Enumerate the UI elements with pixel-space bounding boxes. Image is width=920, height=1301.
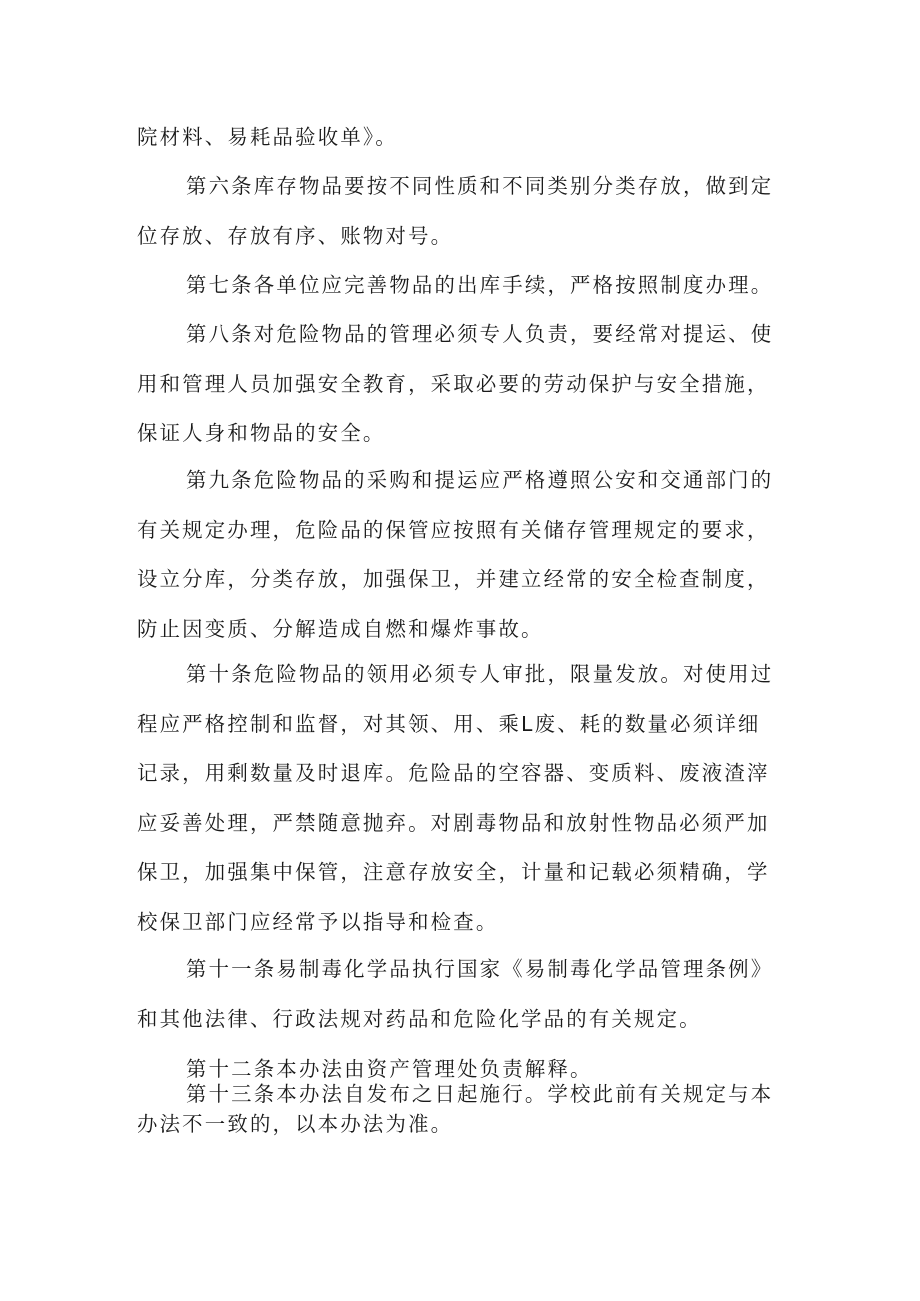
text-line: 用和管理人员加强安全教育，采取必要的劳动保护与安全措施， [137,371,770,396]
text-line: 保证人身和物品的安全。 [137,421,386,445]
text-line: 第十三条本办法自发布之日起施行。学校此前有关规定与本 [186,1082,774,1106]
article-7 [137,261,789,311]
article-13 [137,1079,789,1139]
text-line: 第七条各单位应完善物品的出库手续，严格按照制度办理。 [186,273,774,297]
text-line: 有关规定办理，危险品的保管应按照有关储存管理规定的要求， [137,517,770,542]
text-line: 第八条对危险物品的管理必须专人负责，要经常对提运、使 [186,322,774,346]
text-line: 保卫，加强集中保管，注意存放安全，计量和记载必须精确，学 [137,860,770,884]
text-line: 第十二条本办法由资产管理处负责解释。 [186,1057,593,1081]
text-line: 设立分库，分类存放，加强保卫，并建立经常的安全检查制度， [137,567,770,591]
text-line: 第十一条易制毒化学品执行国家《易制毒化学品管理条例》 [186,957,774,981]
article-6 [137,162,789,261]
text-line: 第九条危险物品的采购和提运应严格遵照公安和交通部门的 [186,468,774,492]
article-9 [137,456,789,654]
text-line: 校保卫部门应经常予以指导和检查。 [137,909,499,934]
text-line: 程应严格控制和监督，对其领、用、乘L废、耗的数量必须详细 [137,711,761,736]
text-line: 办法不一致的，以本办法为准。 [137,1112,454,1136]
text-line: 位存放、存放有序、账物对号。 [137,223,454,248]
text-line: 第六条库存物品要按不同性质和不同类别分类存放，做到定 [186,174,774,198]
paragraph-continuation [137,113,789,163]
text-line: 记录，用剩数量及时退库。危险品的空容器、变质料、废液渣滓 [137,761,770,785]
article-11 [137,945,789,1044]
text-line: 第十条危险物品的领用必须专人审批，限量发放。对使用过 [186,662,774,686]
text-line: 院材料、易耗品验收单》。 [137,125,398,149]
text-line: 和其他法律、行政法规对药品和危险化学品的有关规定。 [137,1006,702,1031]
text-line: 应妥善处理，严禁随意抛弃。对剧毒物品和放射性物品必须严加 [137,810,770,835]
article-10 [137,650,789,947]
text-line: 防止因变质、分解造成自燃和爆炸事故。 [137,616,544,641]
article-8 [137,310,789,459]
